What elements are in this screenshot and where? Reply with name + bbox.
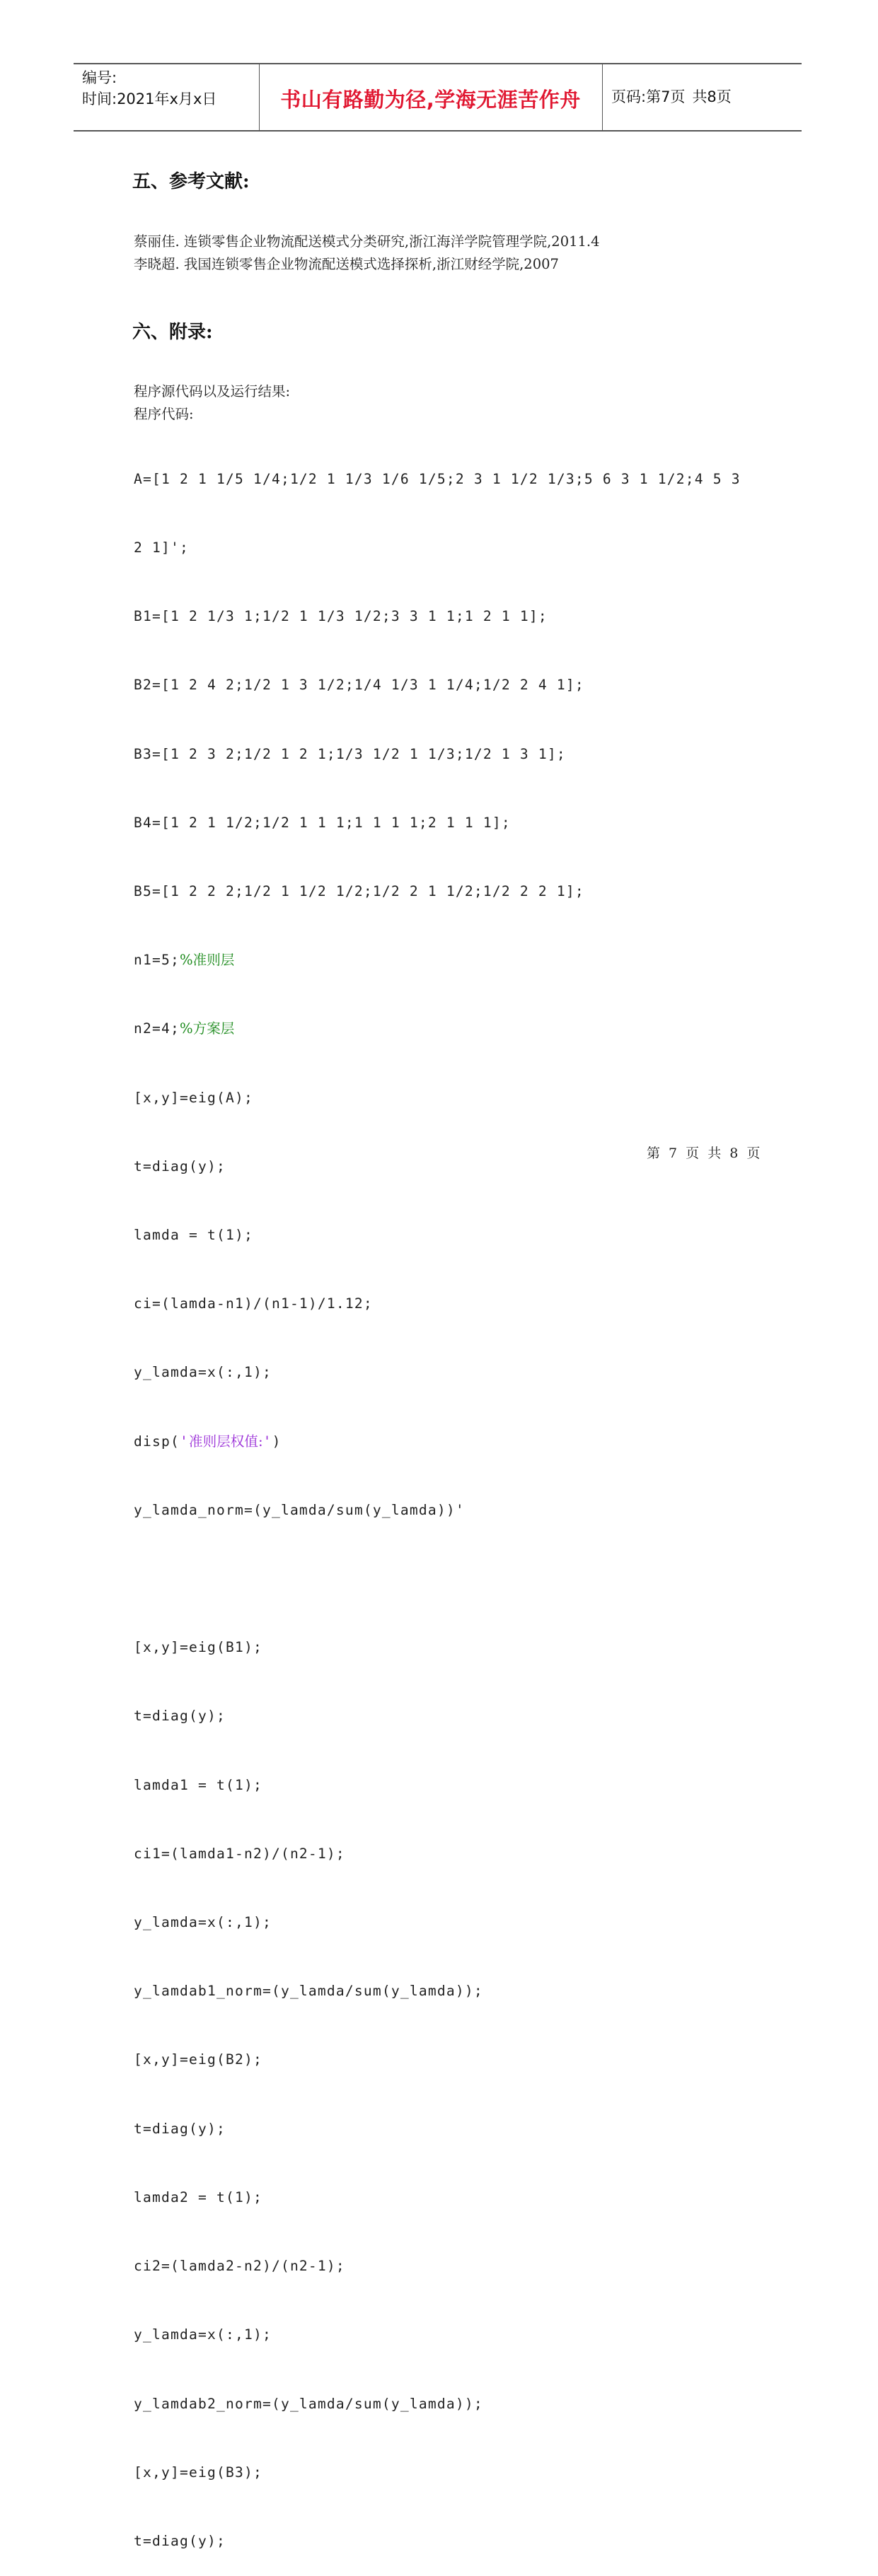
code-line: y_lamda=x(:,1); bbox=[134, 1914, 272, 1931]
code-line: t=diag(y); bbox=[134, 1158, 226, 1175]
code-line bbox=[134, 1018, 741, 1040]
code-line: y_lamda=x(:,1); bbox=[134, 2326, 272, 2343]
code-line bbox=[134, 949, 741, 972]
code-line: t=diag(y); bbox=[134, 2532, 226, 2549]
code-line: y_lamdab2_norm=(y_lamda/sum(y_lamda)); bbox=[134, 2395, 483, 2412]
code-block bbox=[134, 422, 741, 2576]
header-page-total: 共8页 bbox=[692, 88, 732, 105]
references-heading: 五、参考文献: bbox=[132, 171, 250, 192]
code-line: t=diag(y); bbox=[134, 2120, 226, 2137]
page-header bbox=[74, 63, 802, 132]
code-line: lamda2 = t(1); bbox=[134, 2189, 262, 2205]
reference-item: 蔡丽佳. 连锁零售企业物流配送模式分类研究,浙江海洋学院管理学院,2011.4 bbox=[134, 233, 600, 250]
code-line: [x,y]=eig(B3); bbox=[134, 2464, 262, 2481]
code-line: y_lamda=x(:,1); bbox=[134, 1364, 272, 1381]
code-quote: ' bbox=[179, 1433, 189, 1450]
appendix-heading: 六、附录: bbox=[132, 322, 213, 343]
code-line: B4=[1 2 1 1/2;1/2 1 1 1;1 1 1 1;2 1 1 1]; bbox=[134, 814, 511, 831]
code-line: A=[1 2 1 1/5 1/4;1/2 1 1/3 1/6 1/5;2 3 1 1/2 1/3;5 6 3 1 1/2;4 5 3 bbox=[134, 470, 741, 487]
code-text: n2=4; bbox=[134, 1020, 180, 1037]
code-comment: %准则层 bbox=[179, 952, 235, 969]
header-motto: 书山有路勤为径,学海无涯苦作舟 bbox=[280, 88, 581, 112]
document-number-label: 编号: bbox=[82, 69, 117, 86]
code-line: 2 1]'; bbox=[134, 540, 189, 556]
code-line: y_lamdab1_norm=(y_lamda/sum(y_lamda)); bbox=[134, 1983, 483, 2000]
reference-item: 李晓超. 我国连锁零售企业物流配送模式选择探析,浙江财经学院,2007 bbox=[134, 256, 559, 272]
code-line: [x,y]=eig(B1); bbox=[134, 1639, 262, 1656]
code-line bbox=[134, 1568, 741, 1590]
code-line: ci2=(lamda2-n2)/(n2-1); bbox=[134, 2258, 345, 2275]
code-line: B3=[1 2 3 2;1/2 1 2 1;1/3 1/2 1 1/3;1/2 1 3 1]; bbox=[134, 745, 566, 762]
code-comment: %方案层 bbox=[179, 1020, 235, 1037]
document-time-label: 时间:2021年x月x日 bbox=[82, 91, 217, 107]
appendix-intro: 程序源代码以及运行结果: bbox=[134, 383, 291, 400]
code-line: B5=[1 2 2 2;1/2 1 1/2 1/2;1/2 2 1 1/2;1/2 2 2 1]; bbox=[134, 883, 584, 900]
code-text: disp( bbox=[134, 1433, 180, 1450]
code-text: n1=5; bbox=[134, 952, 180, 969]
code-string-text: 准则层权值: bbox=[188, 1433, 263, 1450]
header-divider bbox=[602, 64, 603, 130]
code-line: t=diag(y); bbox=[134, 1708, 226, 1725]
code-text: ) bbox=[272, 1433, 282, 1450]
code-line: B2=[1 2 4 2;1/2 1 3 1/2;1/4 1/3 1 1/4;1/2 2 4 1]; bbox=[134, 677, 584, 694]
page-footer: 第 7 页 共 8 页 bbox=[647, 1146, 763, 1161]
code-line: [x,y]=eig(B2); bbox=[134, 2051, 262, 2068]
header-meta bbox=[82, 67, 216, 110]
code-line bbox=[134, 1430, 741, 1453]
header-page-info bbox=[611, 86, 732, 107]
appendix-code-label: 程序代码: bbox=[134, 406, 194, 422]
code-line: ci1=(lamda1-n2)/(n2-1); bbox=[134, 1845, 345, 1862]
header-page-number: 页码:第7页 bbox=[611, 88, 686, 105]
code-line: ci=(lamda-n1)/(n1-1)/1.12; bbox=[134, 1295, 373, 1312]
code-quote: ' bbox=[262, 1433, 272, 1450]
code-string bbox=[180, 1433, 272, 1450]
code-line: y_lamda_norm=(y_lamda/sum(y_lamda))' bbox=[134, 1501, 465, 1518]
code-line: lamda = t(1); bbox=[134, 1227, 253, 1244]
code-line: [x,y]=eig(A); bbox=[134, 1089, 253, 1106]
code-line: B1=[1 2 1/3 1;1/2 1 1/3 1/2;3 3 1 1;1 2 1 1]; bbox=[134, 608, 548, 625]
code-line: lamda1 = t(1); bbox=[134, 1776, 262, 1793]
